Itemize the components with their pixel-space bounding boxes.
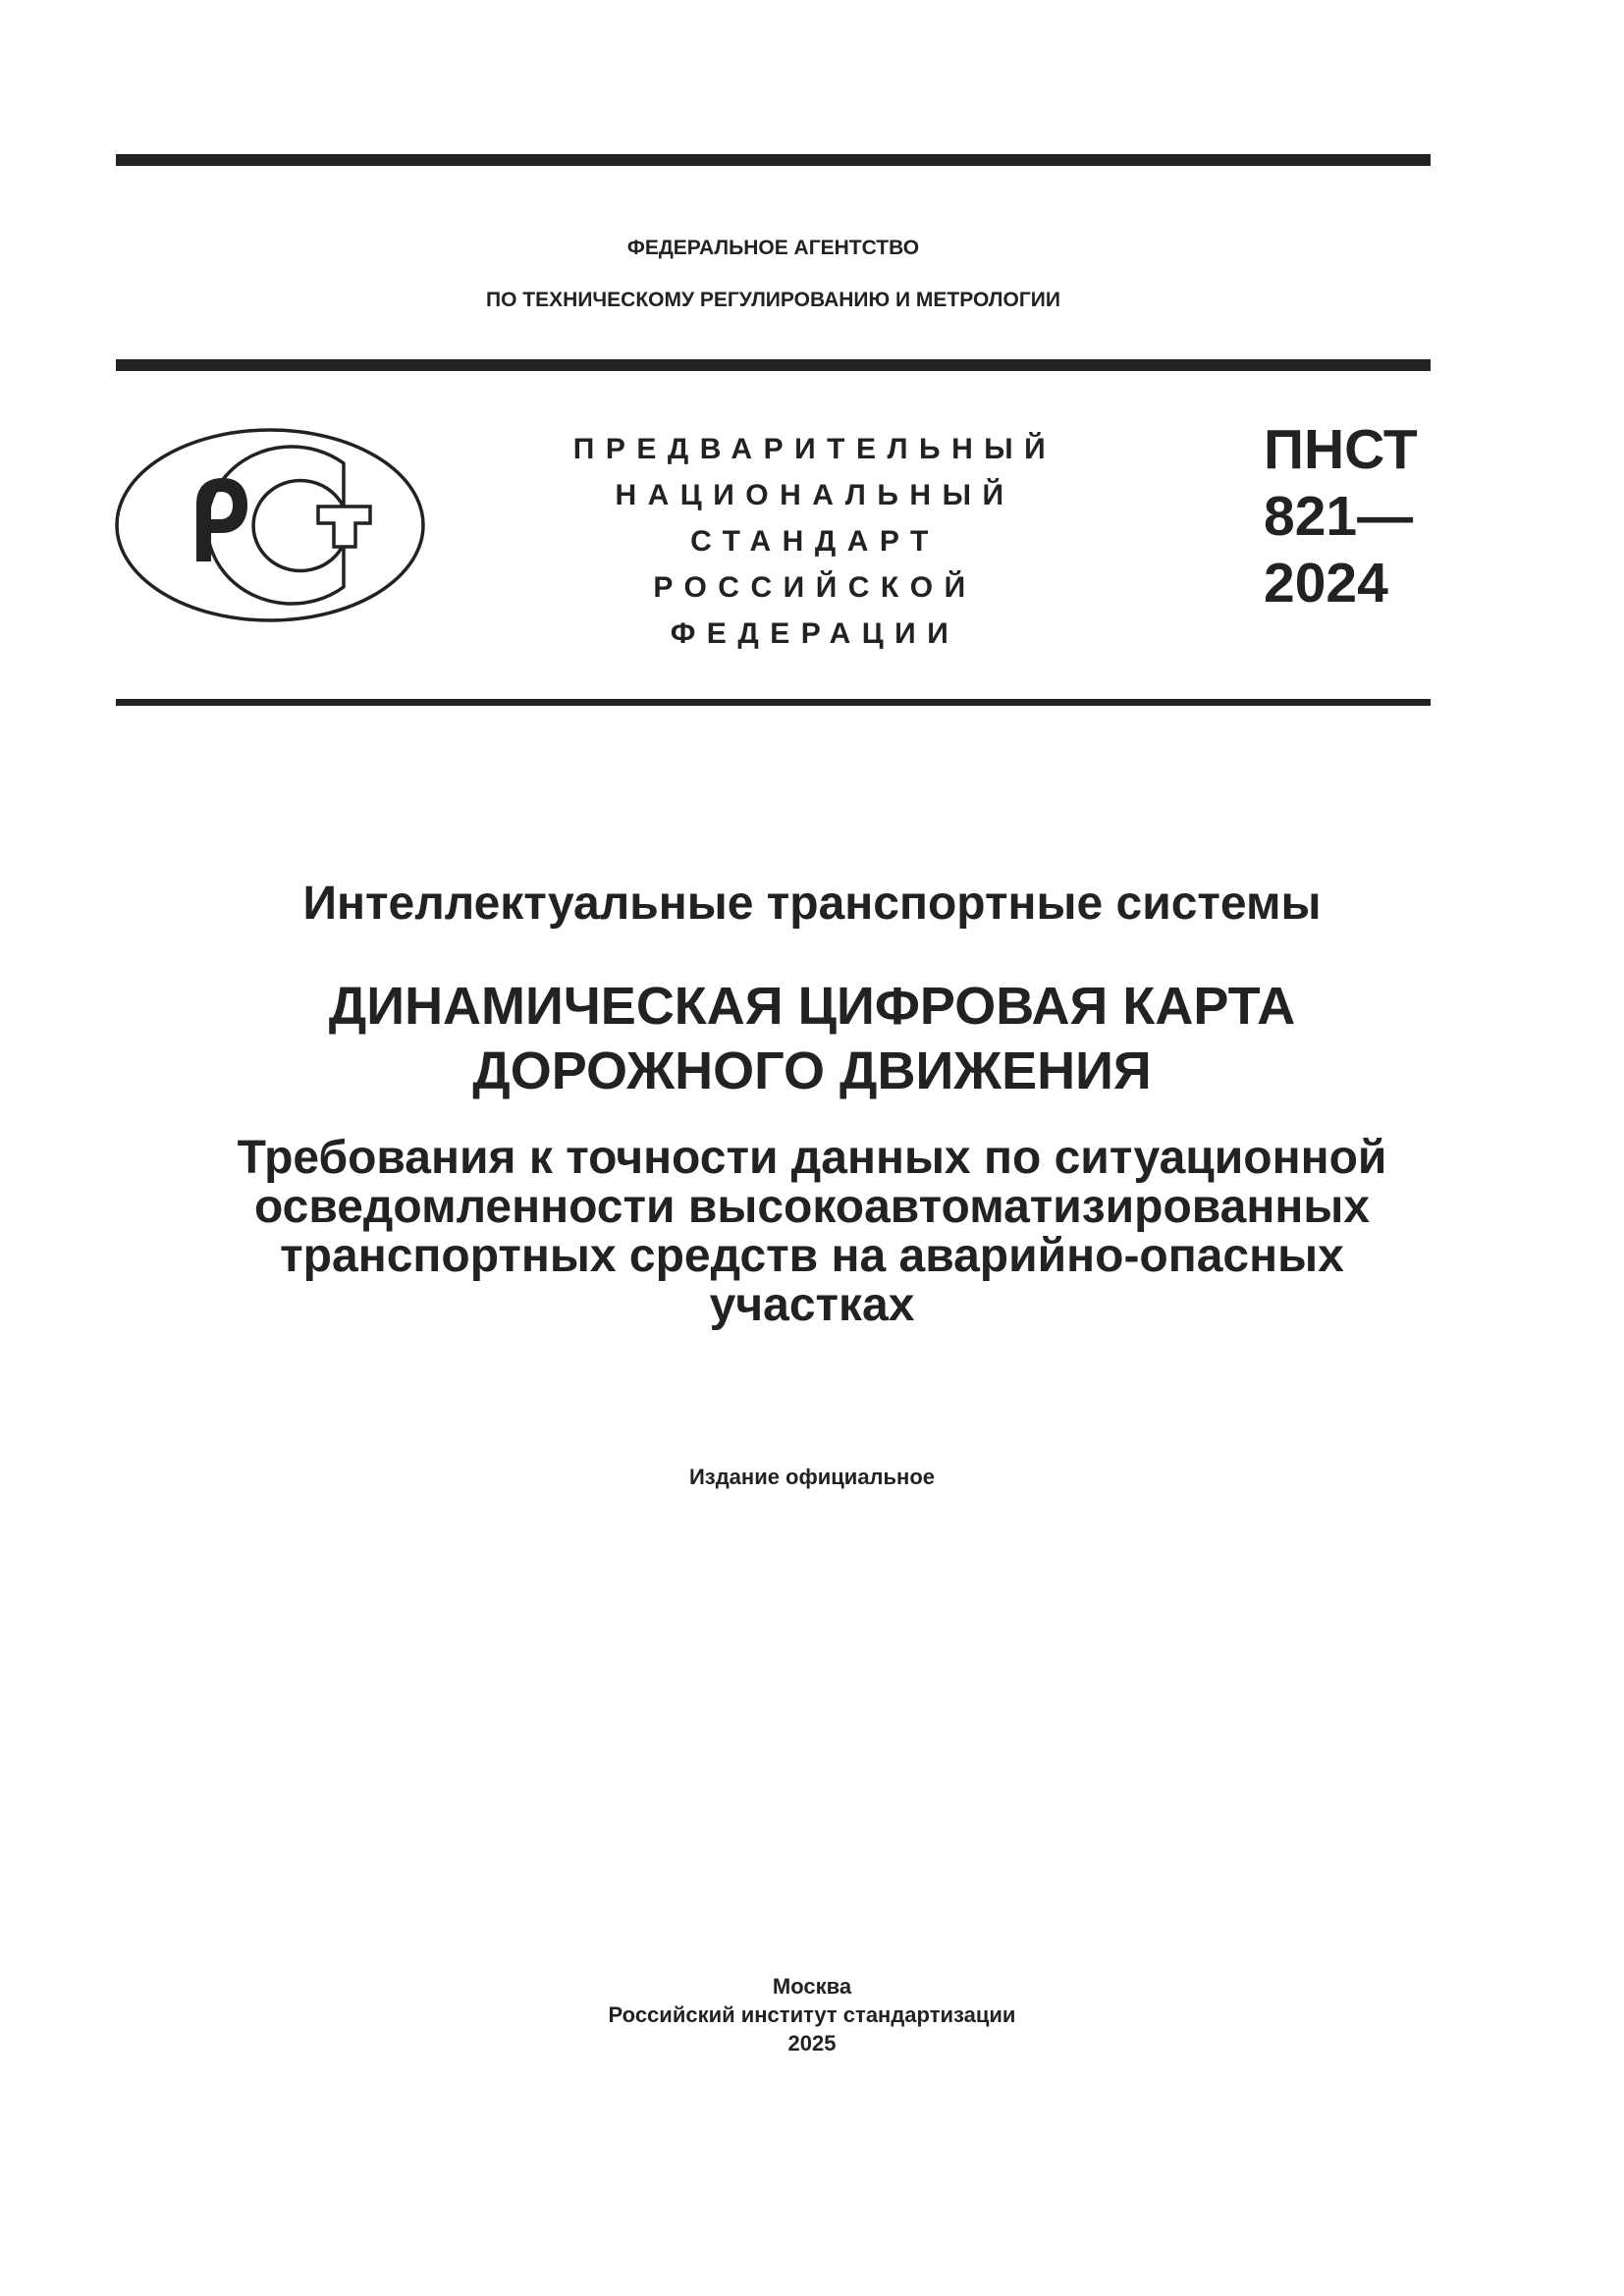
edition-text: Издание официальное [688, 1465, 936, 1489]
standard-type [550, 426, 1080, 657]
imprint-city: Москва [772, 1974, 852, 1999]
agency-bottom-rule [116, 359, 1431, 371]
standard-type-line: ФЕДЕРАЦИИ [670, 617, 960, 650]
rst-logo-icon [110, 424, 432, 628]
standard-type-line: СТАНДАРТ [690, 525, 940, 558]
imprint-year: 2025 [787, 2031, 837, 2056]
document-subtitle-line: Требования к точности данных по ситуационной [237, 1132, 1387, 1184]
header-bottom-rule [116, 699, 1431, 706]
agency-line: ПО ТЕХНИЧЕСКОМУ РЕГУЛИРОВАНИЮ И МЕТРОЛОГИИ [486, 289, 1060, 311]
document-subtitle-line: транспортных средств на аварийно-опасных [280, 1230, 1344, 1282]
standard-number-prefix: ПНСТ [1264, 418, 1418, 481]
document-title-line: ДИНАМИЧЕСКАЯ ЦИФРОВАЯ КАРТА [328, 977, 1296, 1036]
agency-line: ФЕДЕРАЛЬНОЕ АГЕНТСТВО [626, 237, 920, 259]
standard-number-code: 821— [1264, 485, 1414, 548]
document-title [0, 974, 1624, 1103]
standard-type-line: НАЦИОНАЛЬНЫЙ [615, 479, 1015, 511]
standard-number [1264, 416, 1418, 616]
top-rule [116, 154, 1431, 166]
series-title [0, 877, 1624, 932]
imprint-publisher: Российский институт стандартизации [608, 2002, 1016, 2027]
document-title-line: ДОРОЖНОГО ДВИЖЕНИЯ [472, 1041, 1152, 1100]
edition-note [0, 1463, 1624, 1492]
series-title-text: Интеллектуальные транспортные системы [302, 878, 1322, 930]
standard-number-year: 2024 [1264, 552, 1388, 614]
standard-type-line: ПРЕДВАРИТЕЛЬНЫЙ [572, 433, 1057, 465]
document-subtitle-line: осведомленности высокоавтоматизированных [253, 1181, 1371, 1233]
document-subtitle-line: участках [709, 1279, 915, 1331]
document-subtitle [0, 1134, 1624, 1330]
agency-name [116, 222, 1431, 326]
standard-type-line: РОССИЙСКОЙ [653, 571, 977, 604]
imprint [0, 1972, 1624, 2057]
